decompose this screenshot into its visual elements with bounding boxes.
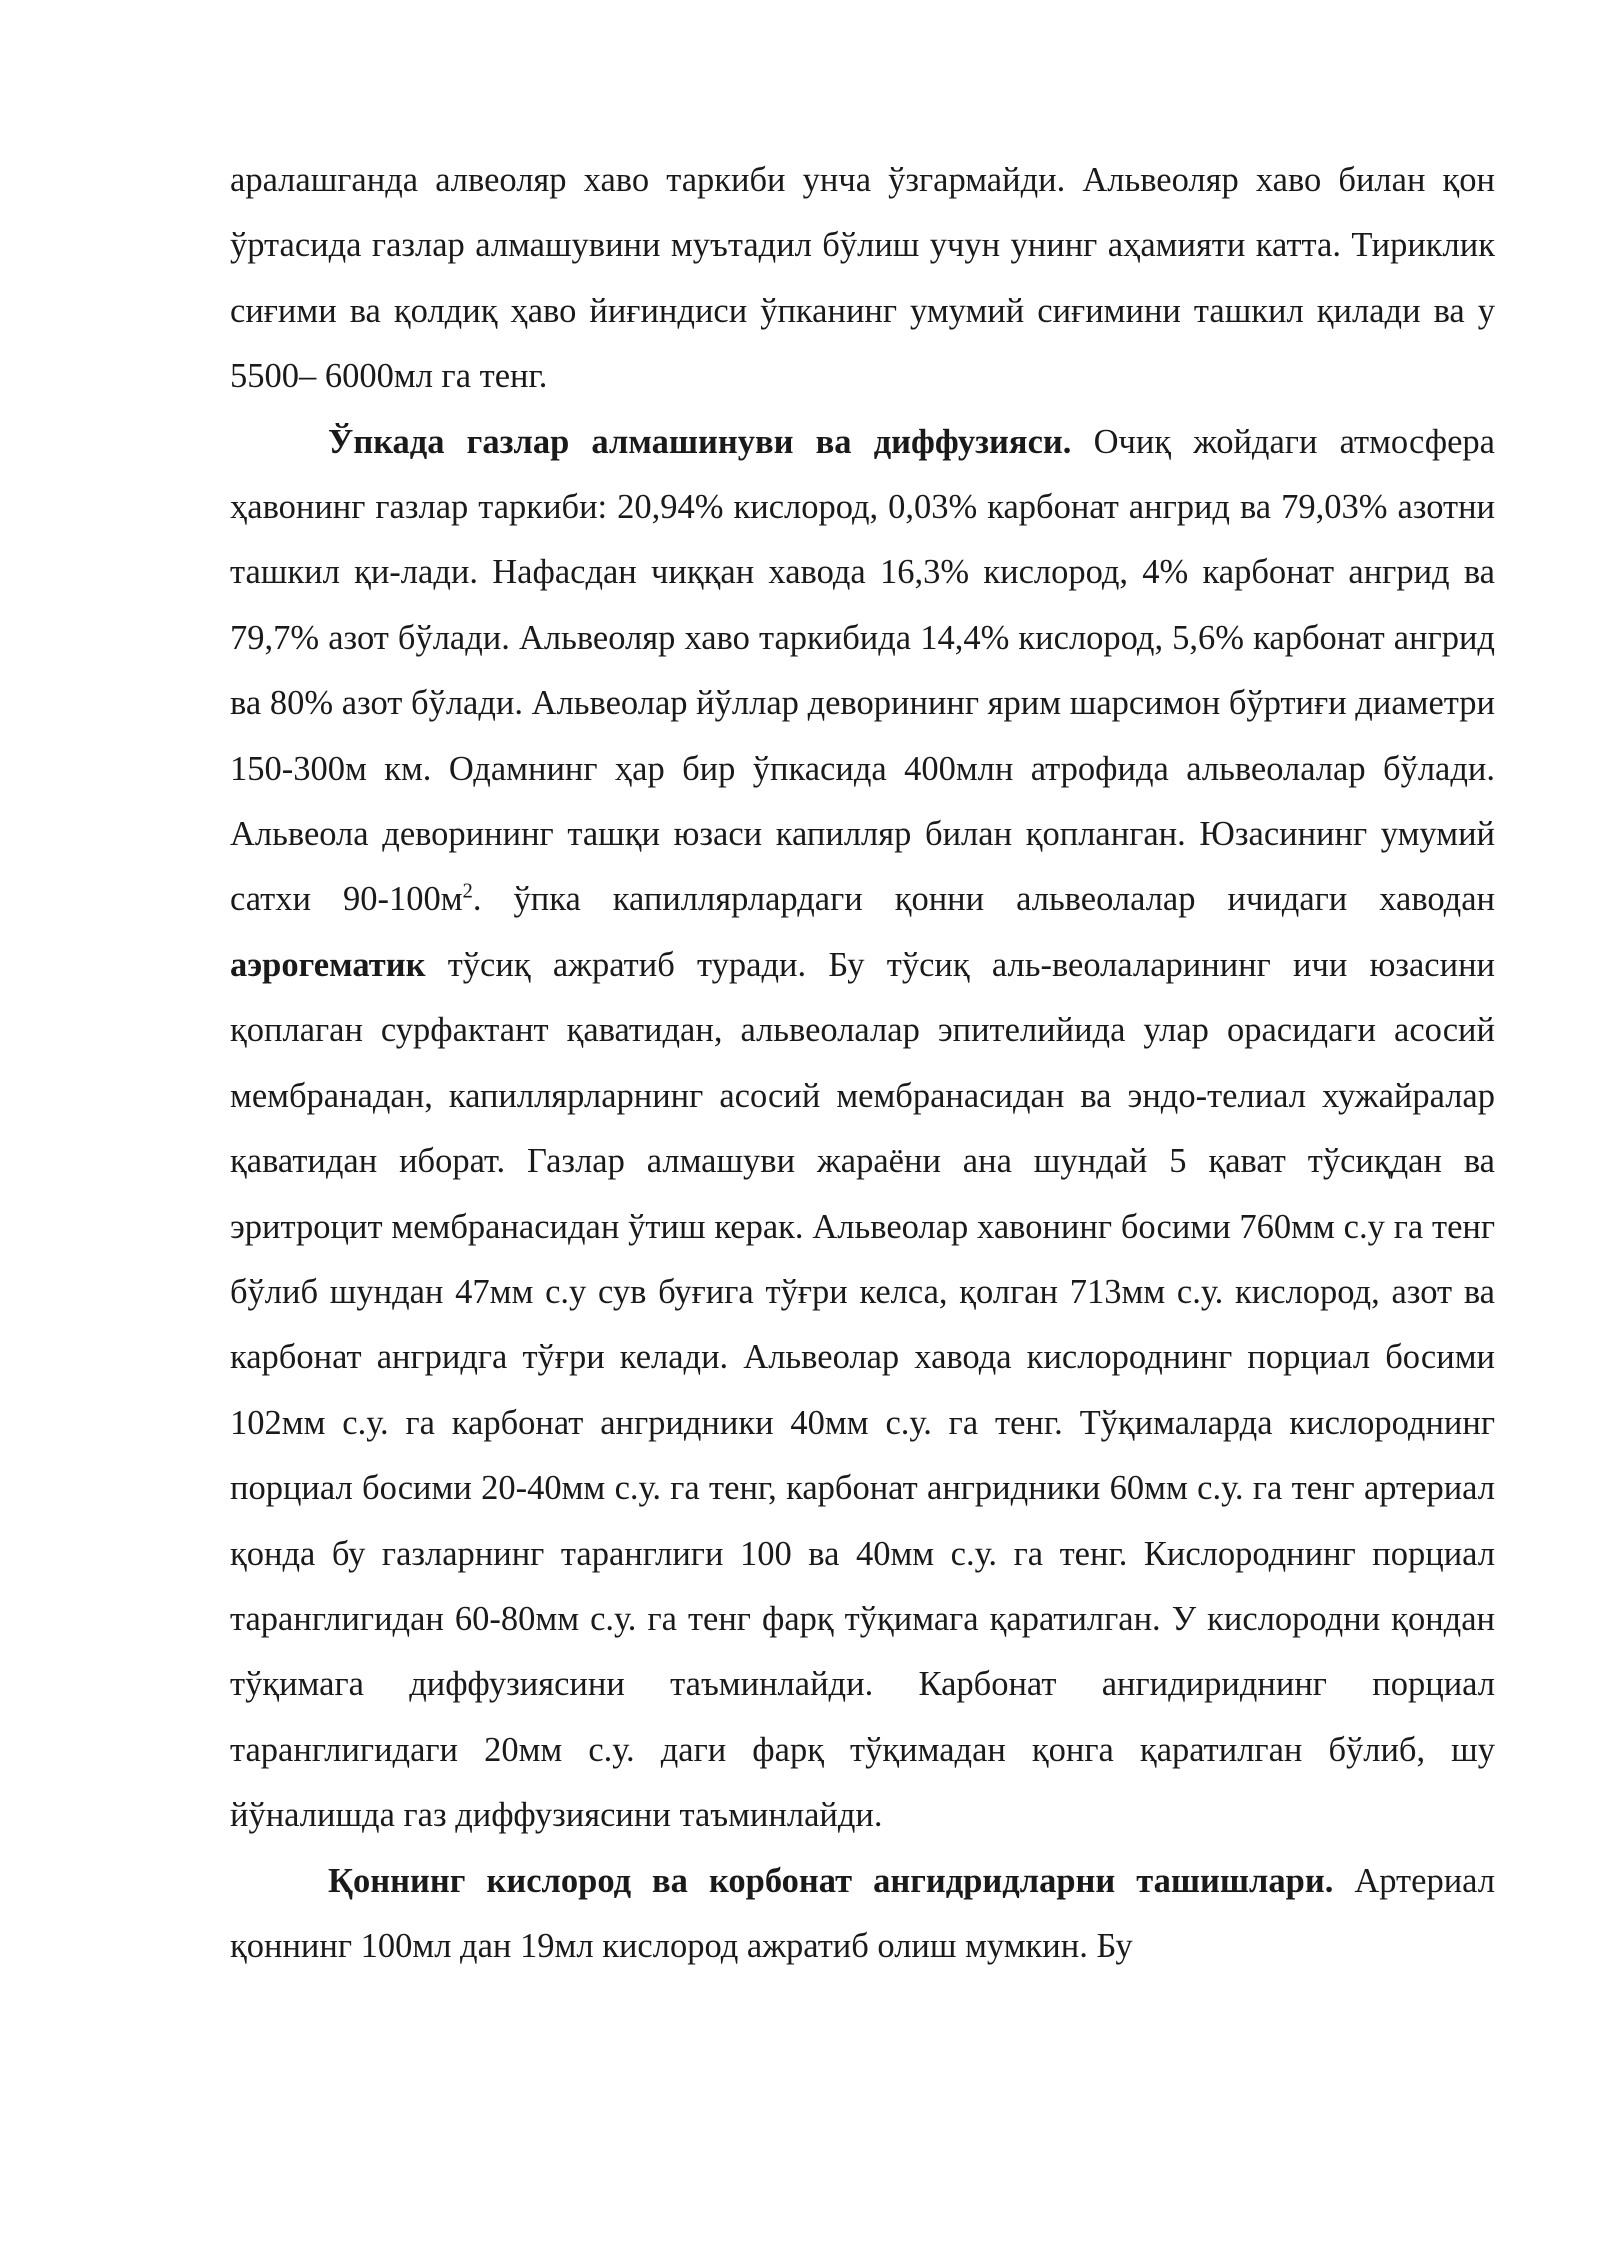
section-heading-gas-exchange: Ўпкада газлар алмашинуви ва диффузияси.	[328, 422, 1072, 461]
paragraph-blood-transport	[230, 1849, 1495, 1980]
paragraph-text: Артериал қоннинг 100мл дан 19мл кислород ажратиб олиш мумкин. Бу	[230, 1861, 1495, 1965]
superscript-squared: 2	[462, 880, 473, 903]
paragraph-lung-capacity	[230, 148, 1495, 410]
paragraph-text: Очиқ жойдаги атмосфера ҳавонинг газлар таркиби: 20,94% кислород, 0,03% карбонат ангрид ва 79,03% азотни ташкил қи-лади. Нафасдан чиққан хавода 16,3% кислород, 4% карбонат ангрид ва 79,7% азот бўлади. Альвеоляр хаво таркибида 14,4% кислород, 5,6% карбонат ангрид ва 80% азот бўлади. Альвеолар йўллар деворининг ярим шарсимон бўртиғи диаметри 150-300м км. Одамнинг ҳар бир ўпкасида 400млн атрофида альвеолалар бўлади. Альвеола деворининг ташқи юзаси капилляр билан қопланган. Юзасининг умумий сатхи 90-100м	[230, 422, 1495, 919]
paragraph-gas-exchange	[230, 410, 1495, 1849]
section-heading-blood-transport: Қоннинг кислород ва корбонат ангидридларни ташишлари.	[328, 1861, 1334, 1900]
bold-term-aerohematic: аэрогематик	[230, 945, 426, 984]
document-body	[230, 148, 1495, 1979]
paragraph-text: . ўпка капиллярлардаги қонни альвеолалар ичидаги хаводан	[472, 880, 1496, 919]
paragraph-text: тўсиқ ажратиб туради. Бу тўсиқ аль-веолаларининг ичи юзасини қоплаган сурфактант қаватидан, альвеолалар эпителийида улар орасидаги асосий мембранадан, капиллярларнинг асосий мембранасидан ва эндо-телиал хужайралар қаватидан иборат. Газлар алмашуви жараёни ана шундай 5 қават тўсиқдан ва эритроцит мембранасидан ўтиш керак. Альвеолар хавонинг босими 760мм с.у га тенг бўлиб шундан 47мм с.у сув буғига тўғри келса, қолган 713мм с.у. кислород, азот ва карбонат ангридга тўғри келади. Альвеолар хавода кислороднинг порциал босими 102мм с.у. га карбонат ангридники 40мм с.у. га тенг. Тўқималарда кислороднинг порциал босими 20-40мм с.у. га тенг, карбонат ангридники 60мм с.у. га тенг артериал қонда бу газларнинг таранглиги 100 ва 40мм с.у. га тенг. Кислороднинг порциал таранглигидан 60-80мм с.у. га тенг фарқ тўқимага қаратилган. У кислородни қондан тўқимага диффузиясини таъминлайди. Карбонат ангидириднинг порциал таранглигидаги 20мм с.у. даги фарқ тўқимадан қонга қаратилган бўлиб, шу йўналишда газ диффузиясини таъминлайди.	[230, 945, 1495, 1835]
paragraph-text: аралашганда алвеоляр хаво таркиби унча ўзгармайди. Альвеоляр хаво билан қон ўртасида газлар алмашувини муътадил бўлиш учун унинг аҳамияти катта. Тириклик сиғими ва қолдиқ ҳаво йиғиндиси ўпканинг умумий сиғимини ташкил қилади ва у 5500– 6000мл га тенг.	[230, 161, 1495, 396]
